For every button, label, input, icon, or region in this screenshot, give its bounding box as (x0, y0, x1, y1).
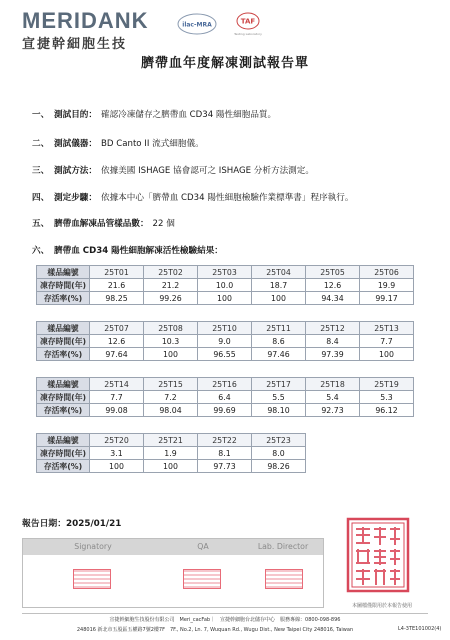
item-purpose (32, 109, 276, 121)
item-number: 六、 (32, 246, 50, 256)
sample-code: 25T20 (90, 434, 144, 447)
survival-rate: 92.73 (306, 404, 360, 417)
survival-rate: 98.10 (252, 404, 306, 417)
row-header-rate: 存活率(%) (37, 348, 90, 361)
storage-time: 3.1 (90, 447, 144, 460)
taf-logo (228, 10, 268, 42)
item-number: 五、 (32, 219, 50, 229)
footer-divider (22, 613, 428, 614)
storage-time-row (37, 335, 414, 348)
survival-rate: 96.55 (198, 348, 252, 361)
storage-time: 8.0 (252, 447, 306, 460)
storage-time-row (37, 447, 306, 460)
storage-time: 7.7 (360, 335, 414, 348)
sample-code: 25T11 (252, 322, 306, 335)
sample-code: 25T01 (90, 266, 144, 279)
item-instrument (32, 138, 204, 150)
storage-time: 7.2 (144, 391, 198, 404)
company-seal-icon (346, 517, 410, 593)
storage-time: 5.5 (252, 391, 306, 404)
signatory-stamp (73, 569, 111, 589)
item-number: 三、 (32, 166, 50, 176)
item-method (32, 165, 314, 177)
row-header-time: 凍存時間(年) (37, 335, 90, 348)
survival-rate: 100 (90, 460, 144, 473)
sample-code: 25T07 (90, 322, 144, 335)
item-label: 測定步驟： (54, 193, 97, 203)
item-results-heading (32, 245, 227, 257)
item-text: 依據美國 ISHAGE 協會認可之 ISHAGE 分析方法測定。 (100, 166, 314, 176)
row-header-rate: 存活率(%) (37, 292, 90, 305)
form-code: L4-3TE101002(4) (398, 626, 442, 632)
survival-rate: 99.08 (90, 404, 144, 417)
item-label: 測試儀器： (54, 139, 97, 149)
qa-stamp (183, 569, 221, 589)
sample-code: 25T17 (252, 378, 306, 391)
sample-code-row (37, 322, 414, 335)
storage-time-row (37, 391, 414, 404)
sample-code: 25T10 (198, 322, 252, 335)
survival-rate: 100 (144, 460, 198, 473)
taf-caption: Testing Laboratory (234, 32, 262, 36)
survival-rate: 98.26 (252, 460, 306, 473)
storage-time: 7.7 (90, 391, 144, 404)
sample-code: 25T18 (306, 378, 360, 391)
item-label: 測試目的： (54, 110, 97, 120)
company-logo (22, 10, 149, 52)
sample-code: 25T21 (144, 434, 198, 447)
results-table-2 (36, 321, 414, 361)
qa-header: QA (163, 539, 243, 555)
storage-time: 12.6 (90, 335, 144, 348)
survival-rate: 96.12 (360, 404, 414, 417)
storage-time: 10.3 (144, 335, 198, 348)
ilac-mark-text: ilac-MRA (182, 21, 212, 29)
sample-code: 25T02 (144, 266, 198, 279)
item-label: 測試方法： (54, 166, 97, 176)
report-title: 臍帶血年度解凍測試報告單 (140, 56, 309, 71)
signatory-header: Signatory (23, 539, 163, 555)
item-number: 二、 (32, 139, 50, 149)
sample-code: 25T15 (144, 378, 198, 391)
seal-note: 本圖檔僅限用於本報告使用 (351, 603, 412, 609)
storage-time: 21.6 (90, 279, 144, 292)
item-procedure (32, 192, 353, 204)
survival-rate-row (37, 404, 414, 417)
row-header-time: 凍存時間(年) (37, 391, 90, 404)
item-label: 臍帶血 CD34 陽性細胞解凍活性檢驗結果： (54, 246, 223, 256)
row-header-rate: 存活率(%) (37, 404, 90, 417)
survival-rate: 99.17 (360, 292, 414, 305)
row-header-time: 凍存時間(年) (37, 279, 90, 292)
storage-time: 6.4 (198, 391, 252, 404)
item-label: 臍帶血解凍品管樣品數： (54, 219, 149, 229)
item-text: 確認冷凍儲存之臍帶血 CD34 陽性細胞品質。 (100, 110, 277, 120)
sample-code: 25T08 (144, 322, 198, 335)
brand-subtitle: 宣捷幹細胞生技 (22, 37, 128, 52)
results-table-1 (36, 265, 414, 305)
sample-code-row (37, 266, 414, 279)
item-number: 一、 (32, 110, 50, 120)
survival-rate: 94.34 (306, 292, 360, 305)
sample-code: 25T12 (306, 322, 360, 335)
sample-code: 25T23 (252, 434, 306, 447)
storage-time: 1.9 (144, 447, 198, 460)
survival-rate: 100 (198, 292, 252, 305)
sample-code: 25T19 (360, 378, 414, 391)
storage-time: 19.9 (360, 279, 414, 292)
storage-time: 9.0 (198, 335, 252, 348)
storage-time: 12.6 (306, 279, 360, 292)
survival-rate: 99.69 (198, 404, 252, 417)
survival-rate: 97.64 (90, 348, 144, 361)
signature-panel (22, 538, 324, 608)
item-text: 22 個 (152, 219, 175, 229)
taf-mark-text: TAF (240, 17, 256, 26)
storage-time: 5.3 (360, 391, 414, 404)
footer-company-line: 宣捷幹細胞生技股份有限公司 Meri_cacFab｜ 宣捷幹細胞台北儲存中心 服務專線：0800-098-896 (109, 617, 341, 623)
storage-time: 8.1 (198, 447, 252, 460)
brand-name: MERIDANK (22, 8, 149, 33)
item-text: BD Canto II 流式細胞儀。 (100, 139, 204, 149)
report-date: 報告日期：2025/01/21 (22, 519, 122, 529)
sample-code-row (37, 378, 414, 391)
survival-rate: 97.46 (252, 348, 306, 361)
sample-code: 25T14 (90, 378, 144, 391)
ilac-mra-logo (176, 12, 218, 38)
survival-rate-row (37, 348, 414, 361)
sample-code-row (37, 434, 306, 447)
sample-code: 25T06 (360, 266, 414, 279)
sample-code: 25T16 (198, 378, 252, 391)
survival-rate: 100 (144, 348, 198, 361)
storage-time: 21.2 (144, 279, 198, 292)
storage-time: 8.4 (306, 335, 360, 348)
storage-time: 18.7 (252, 279, 306, 292)
lab-director-header: Lab. Director (243, 539, 323, 555)
footer-address-line: 248016 新北市五股區五權路7號2樓7F 7F., No.2, Ln. 7, Wuquan Rd., Wugu Dist., New Taipei City 248016, Taiwan (76, 627, 354, 633)
sample-code: 25T05 (306, 266, 360, 279)
item-text: 依據本中心「臍帶血 CD34 陽性細胞檢驗作業標準書」程序執行。 (100, 193, 354, 203)
sample-code: 25T13 (360, 322, 414, 335)
survival-rate: 99.26 (144, 292, 198, 305)
survival-rate: 97.73 (198, 460, 252, 473)
storage-time-row (37, 279, 414, 292)
row-header-code: 樣品編號 (37, 322, 90, 335)
results-table-4 (36, 433, 306, 473)
survival-rate: 100 (360, 348, 414, 361)
row-header-code: 樣品編號 (37, 434, 90, 447)
survival-rate: 97.39 (306, 348, 360, 361)
item-sample-count (32, 218, 175, 230)
survival-rate: 98.04 (144, 404, 198, 417)
item-number: 四、 (32, 193, 50, 203)
row-header-time: 凍存時間(年) (37, 447, 90, 460)
survival-rate: 98.25 (90, 292, 144, 305)
survival-rate-row (37, 292, 414, 305)
sample-code: 25T04 (252, 266, 306, 279)
sample-code: 25T03 (198, 266, 252, 279)
storage-time: 8.6 (252, 335, 306, 348)
lab-director-stamp (265, 569, 303, 589)
row-header-code: 樣品編號 (37, 378, 90, 391)
row-header-code: 樣品編號 (37, 266, 90, 279)
results-table-3 (36, 377, 414, 417)
survival-rate: 100 (252, 292, 306, 305)
survival-rate-row (37, 460, 306, 473)
storage-time: 5.4 (306, 391, 360, 404)
storage-time: 10.0 (198, 279, 252, 292)
row-header-rate: 存活率(%) (37, 460, 90, 473)
sample-code: 25T22 (198, 434, 252, 447)
